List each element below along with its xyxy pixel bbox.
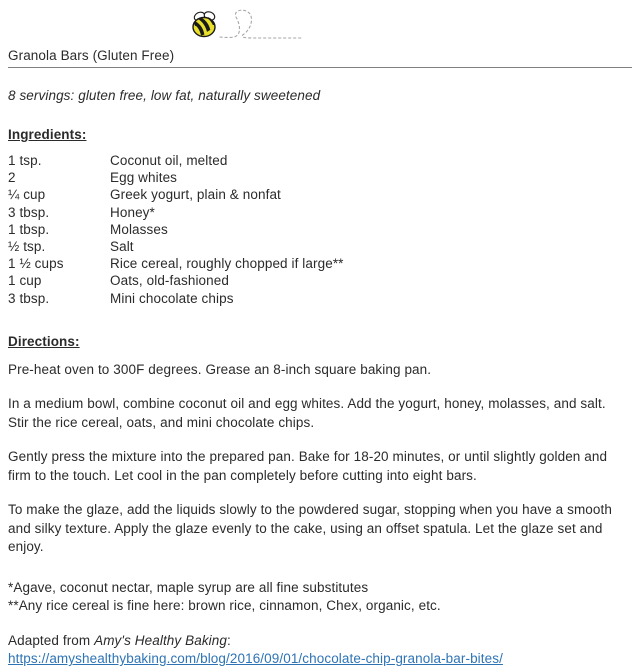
ingredient-quantity: 1 tbsp. — [8, 221, 50, 237]
page-title: Granola Bars (Gluten Free) — [8, 48, 175, 63]
bee-eye — [195, 23, 198, 26]
table-row — [8, 221, 344, 238]
ingredients-heading: Ingredients: — [8, 127, 87, 142]
bee-icon — [184, 4, 304, 48]
ingredients-table — [8, 152, 344, 307]
ingredient-quantity: 3 tbsp. — [8, 290, 50, 306]
table-row — [8, 169, 344, 186]
attribution-line — [8, 632, 632, 651]
ingredient-description: Egg whites — [110, 170, 178, 186]
title-divider — [8, 67, 632, 68]
footnotes — [8, 579, 632, 616]
ingredient-description: Molasses — [110, 221, 168, 237]
ingredient-quantity: 1 cup — [8, 273, 42, 289]
ingredients-table-body — [8, 152, 344, 307]
direction-step: To make the glaze, add the liquids slowly to the powdered sugar, stopping when you have a smooth and silky texture. Apply the glaze evenly to the cake, using an offset spatula. Let the glaze set and enjoy. — [8, 502, 612, 555]
recipe-source-link[interactable]: https://amyshealthybaking.com/blog/2016/09/01/chocolate-chip-granola-bar-bites/ — [8, 651, 503, 667]
ingredient-quantity: 2 — [8, 170, 16, 186]
table-row — [8, 152, 344, 169]
ingredient-description: Honey* — [110, 204, 155, 220]
table-row — [8, 290, 344, 307]
direction-step: Pre-heat oven to 300F degrees. Grease an 8-inch square baking pan. — [8, 361, 432, 377]
ingredient-description: Coconut oil, melted — [110, 153, 228, 168]
attribution — [8, 632, 632, 669]
attribution-suffix: : — [227, 632, 231, 648]
ingredient-quantity: ½ tsp. — [8, 239, 46, 255]
ingredient-description: Greek yogurt, plain & nonfat — [110, 187, 281, 203]
attribution-source-name: Amy's Healthy Baking — [94, 632, 227, 648]
ingredient-quantity: ¼ cup — [8, 187, 46, 203]
direction-step: In a medium bowl, combine coconut oil and egg whites. Add the yogurt, honey, molasses, and salt. Stir the rice cereal, oats, and mini chocolate chips. — [8, 396, 606, 430]
ingredient-quantity: 1 tsp. — [8, 153, 42, 168]
footnote: *Agave, coconut nectar, maple syrup are all fine substitutes — [8, 579, 369, 595]
table-row — [8, 204, 344, 221]
directions-heading: Directions: — [8, 333, 80, 349]
direction-step: Gently press the mixture into the prepared pan. Bake for 18-20 minutes, or until slightly golden and firm to the touch. Let cool in the pan completely before cutting into eight bars. — [8, 449, 608, 483]
table-row — [8, 186, 344, 203]
ingredient-description: Oats, old-fashioned — [110, 273, 229, 289]
attribution-prefix: Adapted from — [8, 632, 95, 648]
ingredient-quantity: 3 tbsp. — [8, 204, 50, 220]
ingredient-description: Mini chocolate chips — [110, 290, 234, 306]
bee-trail-path — [220, 10, 302, 38]
footnote: **Any rice cereal is fine here: brown rice, cinnamon, Chex, organic, etc. — [8, 598, 441, 614]
table-row — [8, 255, 344, 272]
header-decoration — [8, 0, 632, 48]
recipe-subtitle: 8 servings: gluten free, low fat, naturally sweetened — [8, 88, 321, 103]
ingredient-description: Salt — [110, 239, 134, 255]
table-row — [8, 238, 344, 255]
ingredient-quantity: 1 ½ cups — [8, 256, 64, 272]
table-row — [8, 272, 344, 289]
ingredient-description: Rice cereal, roughly chopped if large** — [110, 256, 344, 272]
